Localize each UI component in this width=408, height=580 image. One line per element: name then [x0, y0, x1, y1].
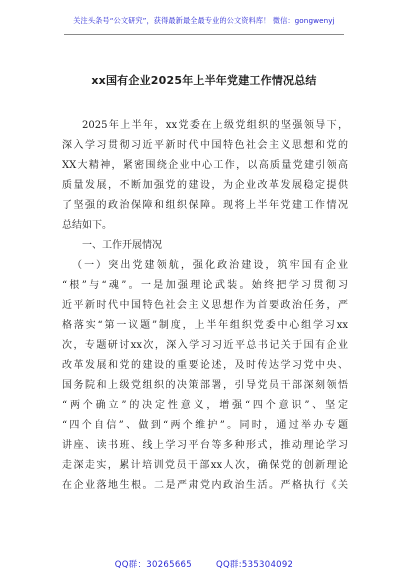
footer-contact: [0, 558, 408, 570]
body-line: 走深走实，累计培训党员干部xx人次，确保党的创新理论: [62, 460, 348, 471]
body-line: “四个自信”、做到“两个维护”。同时，通过举办专题: [62, 420, 348, 431]
body-line: XX大精神，紧密围绕企业中心工作，以高质量党建引领高: [62, 160, 348, 171]
body-line: （一）突出党建领航，强化政治建设，筑牢国有企业: [72, 260, 348, 271]
body-line: 国务院和上级党组织的决策部署，引导党员干部深刻领悟: [62, 380, 348, 391]
section-heading: 一、工作开展情况: [82, 240, 162, 251]
body-line: “根”与“魂”。一是加强理论武装。始终把学习贯彻习: [62, 280, 348, 291]
body-line: 总结如下。: [62, 220, 112, 231]
body-line: 讲座、读书班、线上学习平台等多种形式，推动理论学习: [62, 440, 348, 451]
body-line: 深入学习贯彻习近平新时代中国特色社会主义思想和党的: [62, 140, 348, 151]
body-line: 近平新时代中国特色社会主义思想作为首要政治任务，严: [62, 300, 348, 311]
body-line: “两个确立”的决定性意义，增强“四个意识”、坚定: [62, 400, 348, 411]
body-line: 改革发展和党的建设的重要论述，及时传达学习党中央、: [62, 360, 348, 371]
header-divider: [64, 34, 344, 35]
header-promo-text: 关注头条号“公文研究”，获得最新最全最专业的公文资料库！ 微信：gongwenyj: [73, 16, 335, 25]
document-body: [62, 116, 348, 496]
body-line: 质量发展，不断加强党的建设，为企业改革发展稳定提供: [62, 180, 348, 191]
body-line: 次，专题研讨xx次，深入学习习近平总书记关于国有企业: [62, 340, 348, 351]
footer-qq-group-1: QQ群：30265665: [114, 560, 192, 570]
body-line: 了坚强的政治保障和组织保障。现将上半年党建工作情况: [62, 200, 348, 211]
body-line: 在企业落地生根。二是严肃党内政治生活。严格执行《关: [62, 480, 348, 491]
footer-qq-group-2: QQ群:535304092: [215, 560, 294, 570]
body-line: 2025年上半年，xx党委在上级党组织的坚强领导下，: [82, 120, 348, 131]
document-title: xx国有企业2025年上半年党建工作情况总结: [91, 74, 317, 87]
body-line: 格落实“第一议题”制度，上半年组织党委中心组学习xx: [62, 320, 348, 331]
